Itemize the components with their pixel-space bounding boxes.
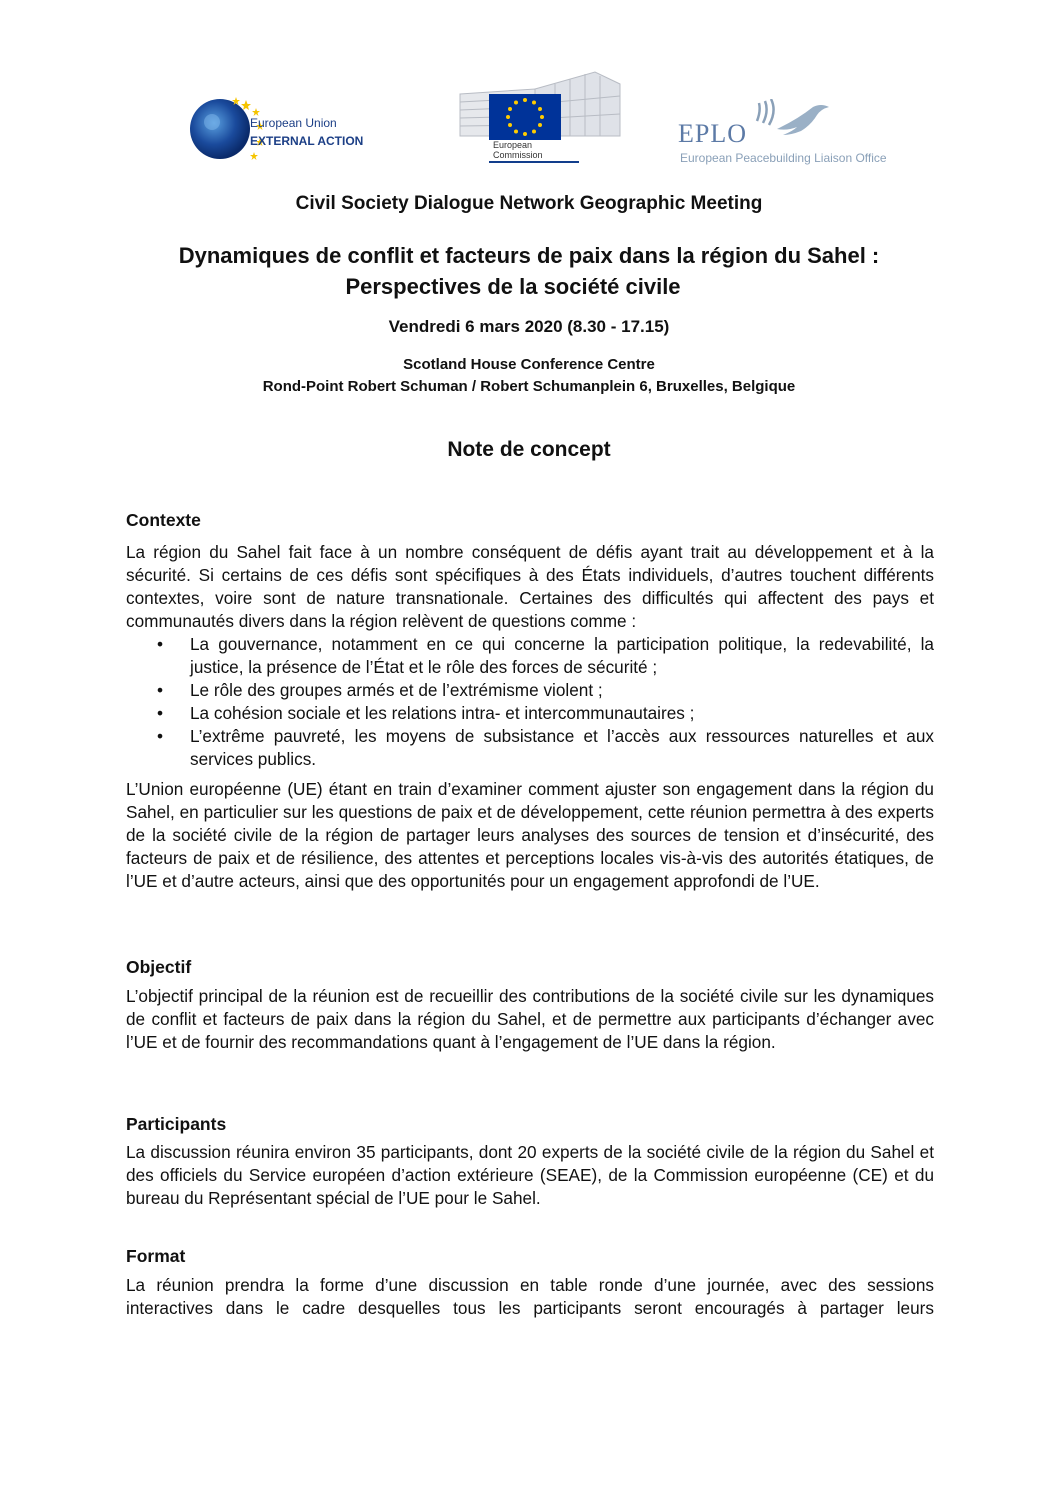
participants-text: La discussion réunira environ 35 participants, dont 20 experts de la société civile de la région du Sahel et des officiels du Service européen d’action extérieure (SEAE), de la Commission européenne (CE) et du bureau du Représentant spécial de l’UE pour le Sahel. [126, 1142, 934, 1208]
berlaymont-building-icon [455, 64, 625, 144]
document-title-line2: Perspectives de la société civile [345, 274, 681, 299]
format-text: La réunion prendra la forme d’une discussion en table ronde d’une journée, avec des sessions interactives dans le cadre desquelles tous les participants seront encouragés à partager leurs [126, 1275, 934, 1318]
list-item: • Le rôle des groupes armés et de l’extrémisme violent ; [157, 680, 603, 700]
objectif-text: L’objectif principal de la réunion est de recueillir des contributions de la société civile sur les dynamiques de conflit et facteurs de paix dans la région du Sahel, et de permettre aux participants d’échanger avec l’UE et de fournir des recommandations quant à l’engagement de l’UE dans la région. [126, 986, 934, 1052]
bird-icon [743, 99, 833, 144]
section-heading-participants: Participants [126, 1114, 227, 1134]
list-item: • La gouvernance, notamment en ce qui concerne la participation politique, la redevabilité, la justice, la présence de l’État et le rôle des forces de sécurité ; [157, 634, 934, 677]
european-commission-logo [455, 64, 625, 164]
bullet-icon: • [157, 703, 164, 723]
bullet-icon: • [157, 634, 164, 654]
contexte-outro: L’Union européenne (UE) étant en train d’examiner comment ajuster son engagement dans la région du Sahel, en particulier sur les questions de paix et de développement, cette réunion permettra à des experts de la société civile de la région de partager leurs analyses des sources de tension et d’insécurité, des facteurs de paix et de résilience, des attentes et perceptions locales vis-à-vis des autorités étatiques, de l’UE et d’autre acteurs, ainsi que des opportunités pour un engagement approfondi de l’UE. [126, 779, 934, 891]
logo-bar [0, 64, 1058, 174]
eu-external-action-logo [190, 94, 420, 164]
ec-logo-underline [489, 161, 579, 163]
section-contexte [126, 541, 934, 893]
section-heading-format: Format [126, 1246, 186, 1266]
eplo-logo [675, 99, 905, 169]
list-item: • L’extrême pauvreté, les moyens de subsistance et l’accès aux ressources naturelles et aux services publics. [157, 726, 934, 769]
eplo-logo-subtitle: European Peacebuilding Liaison Office [680, 151, 887, 165]
venue-name: Scotland House Conference Centre [403, 356, 655, 373]
meeting-title: Civil Society Dialogue Network Geographic Meeting [295, 193, 763, 214]
list-item: • La cohésion sociale et les relations intra- et intercommunautaires ; [157, 703, 695, 723]
bullet-icon: • [157, 726, 164, 746]
section-heading-objectif: Objectif [126, 957, 192, 977]
meeting-date: Vendredi 6 mars 2020 (8.30 - 17.15) [388, 317, 670, 336]
eu-logo-line2: EXTERNAL ACTION [250, 134, 364, 148]
venue-address: Rond-Point Robert Schuman / Robert Schumanplein 6, Bruxelles, Belgique [262, 378, 796, 395]
contexte-bullet-list [126, 633, 934, 771]
section-heading-contexte: Contexte [126, 510, 201, 530]
eplo-logo-name: EPLO [678, 119, 747, 148]
eu-logo-line1: European Union [250, 116, 337, 130]
note-title: Note de concept [447, 438, 611, 461]
contexte-intro: La région du Sahel fait face à un nombre conséquent de défis ayant trait au développement et à la sécurité. Si certains de ces défis sont spécifiques à des États individuels, d’autres touchent différents contextes, voire sont de nature transnationale. Certaines des difficultés qui affectent des pays et communautés divers dans la région relèvent de questions comme : [126, 542, 934, 631]
document-title-line1: Dynamiques de conflit et facteurs de paix dans la région du Sahel : [178, 243, 880, 268]
bullet-icon: • [157, 680, 164, 700]
ec-logo-text: European Commission [493, 140, 543, 160]
